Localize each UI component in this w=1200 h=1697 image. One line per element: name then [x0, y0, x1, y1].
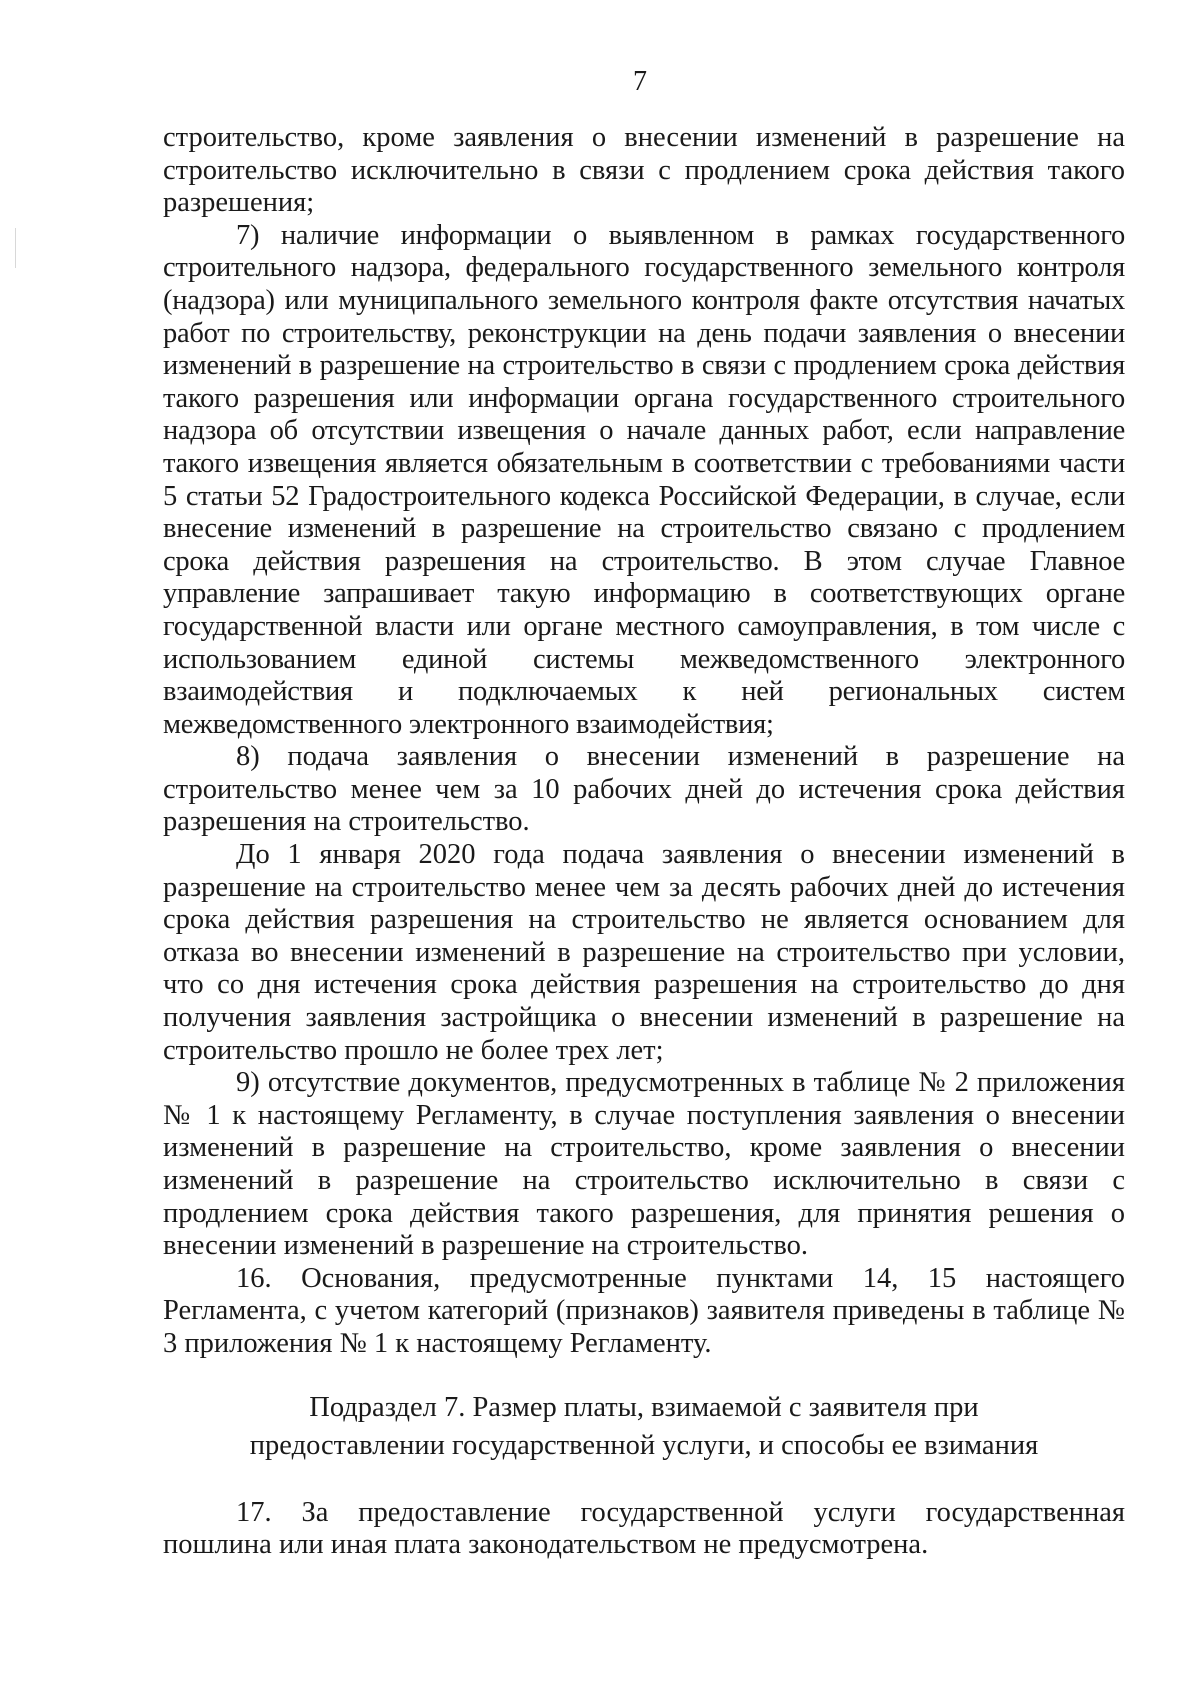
paragraph-item-8: 8) подача заявления о внесении изменений в разрешение на строительство менее чем за 10 рабочих дней до истечения срока действия разрешения на строительство. [163, 741, 1125, 838]
subsection-heading [163, 1389, 1125, 1465]
paragraph-clause-16: 16. Основания, предусмотренные пунктами 14, 15 настоящего Регламента, с учетом категорий (признаков) заявителя приведены в таблице № 3 приложения № 1 к настоящему Регламенту. [163, 1262, 1125, 1359]
paragraph-transitional-note: До 1 января 2020 года подача заявления о внесении изменений в разрешение на строительство менее чем за десять рабочих дней до истечения срока действия разрешения на строительство не является основанием для отказа во внесении изменений в разрешение на строительство при условии, что со дня истечения срока действия разрешения на строительство до дня получения заявления застройщика о внесении изменений в разрешение на строительство прошло не более трех лет; [163, 839, 1125, 1066]
scan-artifact-line [15, 228, 16, 268]
subsection-heading-line-1: Подраздел 7. Размер платы, взимаемой с заявителя при [309, 1391, 979, 1423]
paragraph-item-9: 9) отсутствие документов, предусмотренных в таблице № 2 приложения № 1 к настоящему Регламенту, в случае поступления заявления о внесении изменений в разрешение на строительство, кроме заявления о внесении изменений в разрешение на строительство исключительно в связи с продлением срока действия такого разрешения, для принятия решения о внесении изменений в разрешение на строительство. [163, 1067, 1125, 1262]
paragraph-clause-17: 17. За предоставление государственной услуги государственная пошлина или иная плата законодательством не предусмотрена. [163, 1496, 1125, 1561]
document-body [163, 122, 1125, 1562]
paragraph-item-7: 7) наличие информации о выявленном в рамках государственного строительного надзора, федерального государственного земельного контроля (надзора) или муниципального земельного контроля факте отсутствия начатых работ по строительству, реконструкции на день подачи заявления о внесении изменений в разрешение на строительство в связи с продлением срока действия такого разрешения или информации органа государственного строительного надзора об отсутствии извещения о начале данных работ, если направление такого извещения является обязательным в соответствии с требованиями части 5 статьи 52 Градостроительного кодекса Российской Федерации, в случае, если внесение изменений в разрешение на строительство связано с продлением срока действия разрешения на строительство. В этом случае Главное управление запрашивает такую информацию в соответствующих органе государственной власти или органе местного самоуправления, в том числе с использованием единой системы межведомственного электронного взаимодействия и подключаемых к ней региональных систем межведомственного электронного взаимодействия; [163, 219, 1125, 740]
page-number: 7 [633, 66, 647, 97]
subsection-heading-line-2: предоставлении государственной услуги, и способы ее взимания [249, 1429, 1039, 1461]
paragraph-continuation: строительство, кроме заявления о внесении изменений в разрешение на строительство исключительно в связи с продлением срока действия такого разрешения; [163, 122, 1125, 219]
